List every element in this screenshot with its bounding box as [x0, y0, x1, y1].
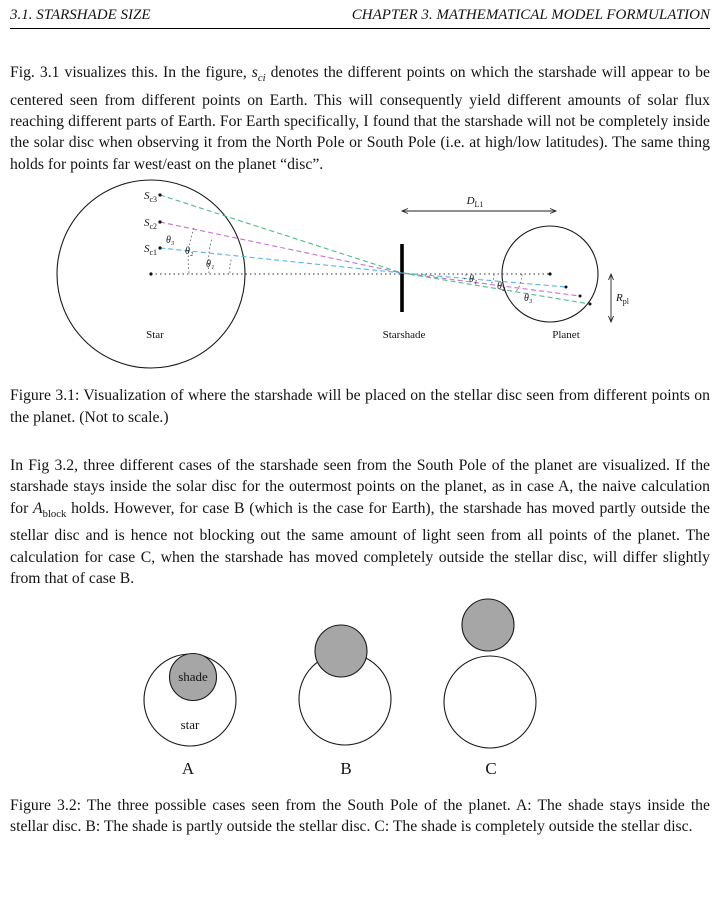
- point-sc2-dot: [158, 221, 161, 224]
- case-c-star-circle: [444, 656, 536, 748]
- section-header: 3.1. STARSHADE SIZE: [10, 7, 151, 23]
- math-s-base: s: [251, 64, 258, 81]
- case-c-group: [444, 599, 536, 778]
- planet-center-dot: [548, 273, 551, 276]
- label-shade: shade: [178, 668, 208, 684]
- theta2-right-arc: [490, 274, 494, 285]
- case-b-group: [299, 625, 391, 778]
- chapter-header: CHAPTER 3. MATHEMATICAL MODEL FORMULATION: [351, 7, 710, 23]
- figure-3-1-diagram: [10, 178, 710, 378]
- theta2-right-label: θ₂: [497, 281, 506, 293]
- math-a-block: [33, 499, 67, 520]
- case-c-shade-circle: [462, 599, 514, 651]
- figure-3-1-caption: Figure 3.1: Visualization of where the starshade will be placed on the stellar disc seen from different points on the planet. (Not to scale.): [10, 387, 710, 426]
- p1-text-a: Fig. 3.1 visualizes this. In the figure,: [10, 64, 252, 81]
- case-a-group: [144, 653, 236, 778]
- label-r-pl: $R_{pl}$: [616, 292, 629, 307]
- math-s-sub: ci: [257, 72, 266, 85]
- label-starshade: Starshade: [382, 329, 426, 342]
- math-a-base: A: [33, 499, 43, 517]
- case-b-letter: B: [340, 758, 352, 778]
- point-sc1-dot: [158, 247, 161, 250]
- math-a-sub: block: [42, 507, 67, 520]
- p1-text-b: denotes the different points on which the starshade will appear to be centered seen from different points on Earth. This will consequently yield different amounts of solar flux reaching different parts of Earth. For Earth specifically, I found that the starshade will not be completely inside the solar disc when observing it from the North Pole or South Pole (i.e. at high/low latitudes). The same thing holds for points far west/east on the planet “disc”.: [10, 64, 710, 173]
- case-c-letter: C: [485, 758, 497, 778]
- figure-3-1: [10, 178, 710, 378]
- label-sc1: $S_{c1}$: [143, 243, 157, 258]
- theta3-left-label: θ₃: [166, 235, 175, 247]
- label-sc2: $S_{c2}$: [143, 217, 157, 232]
- star-center-dot: [149, 273, 152, 276]
- label-star: Star: [146, 329, 164, 342]
- case-b-shade-circle: [315, 625, 367, 677]
- label-planet: Planet: [552, 329, 580, 342]
- theta1-left-label: θ₁: [206, 259, 215, 271]
- figure-3-2-diagram: [10, 593, 710, 788]
- running-header: [10, 7, 710, 24]
- planet-point3-dot: [589, 303, 592, 306]
- paragraph-1: [10, 62, 710, 175]
- theta1-left-arc: [230, 257, 232, 273]
- figure-3-2-caption: Figure 3.2: The three possible cases seen from the South Pole of the planet. A: The shade stays inside the stellar disc. B: The shade is partly outside the stellar disc. C: The shade is completely outside the stellar disc.: [10, 796, 710, 835]
- paragraph-2: [10, 455, 710, 590]
- theta2-left-label: θ₂: [185, 246, 194, 258]
- figure-3-2: [10, 593, 710, 788]
- math-s-ci: [251, 64, 266, 85]
- case-a-letter: A: [181, 758, 195, 778]
- sightline-theta2: [160, 222, 580, 296]
- theta3-right-label: θ₃: [524, 293, 533, 305]
- label-d-l1: $D_{L1}$: [466, 195, 484, 210]
- planet-point1-dot: [565, 286, 568, 289]
- p2-text-b: holds. However, for case B (which is the case for Earth), the starshade has moved partly outside the stellar disc and is hence not blocking out the same amount of light seen from all points of the planet. The calculation for case C, when the starshade has moved completely outside the stellar disc, will differ slightly from that of case B.: [10, 499, 711, 588]
- p2-text-a: In Fig 3.2, three different cases of the starshade seen from the South Pole of the planet are visualized. If the starshade stays inside the solar disc for the outermost points on the planet, as in case A, the naive calculation for: [10, 456, 710, 517]
- label-star-small: star: [180, 716, 200, 732]
- theta1-right-label: θ₁: [469, 274, 478, 286]
- planet-point2-dot: [579, 295, 582, 298]
- header-rule: [10, 28, 710, 29]
- point-sc3-dot: [158, 194, 161, 197]
- label-sc3: $S_{c3}$: [143, 190, 157, 205]
